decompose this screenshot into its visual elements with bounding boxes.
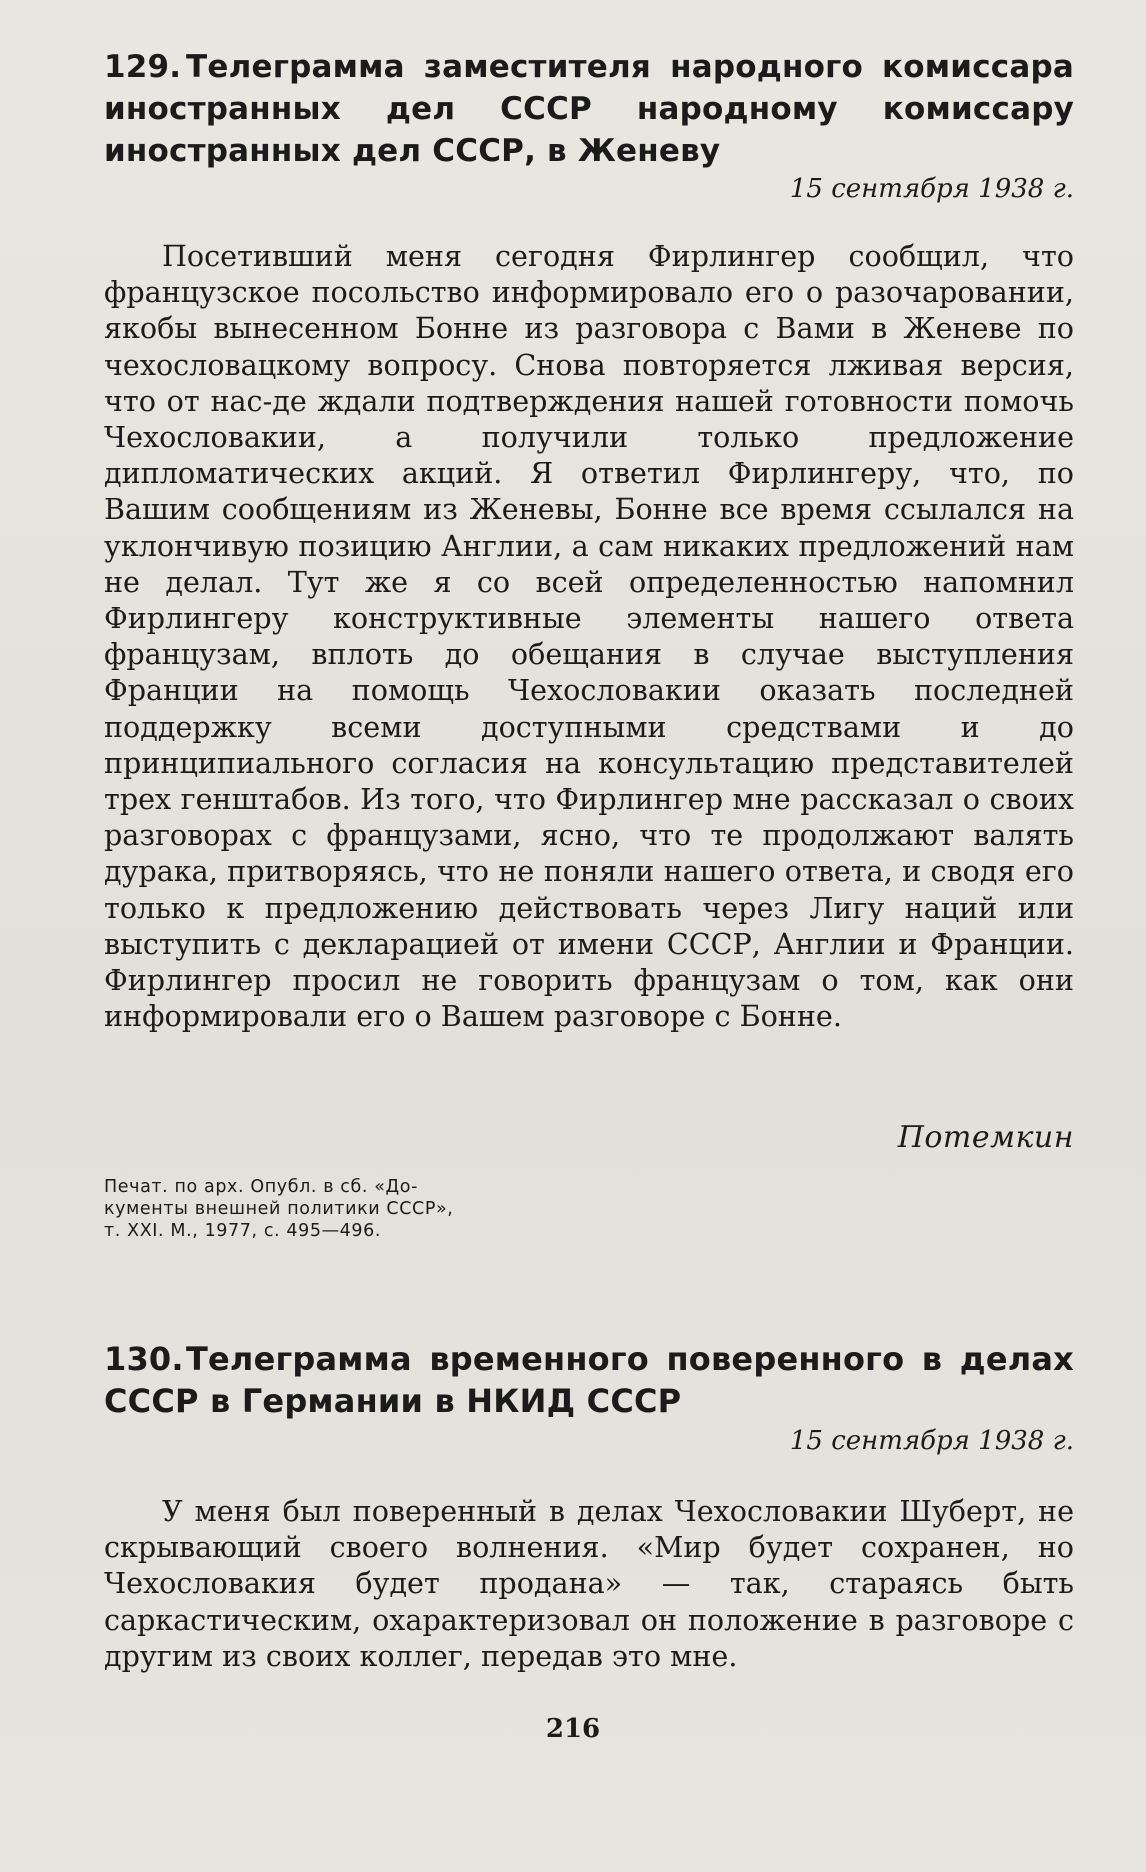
doc-129-signature: Потемкин: [897, 1120, 1074, 1155]
doc-130-heading: [104, 1338, 1074, 1422]
doc-130-paragraph: У меня был поверенный в делах Чехословакии Шуберт, не скрывающий своего волнения. «Мир будет сохранен, но Чехословакия будет продана» — так, стараясь быть саркастическим, охарактеризовал он положение в разговоре с другим из своих коллег, передав это мне.: [104, 1494, 1074, 1673]
doc-130-date: 15 сентября 1938 г.: [789, 1426, 1074, 1456]
doc-130-body: [104, 1493, 1074, 1674]
doc-130-number: 130.: [104, 1340, 184, 1378]
source-line: кументы внешней политики СССР»,: [104, 1199, 454, 1219]
source-line: Печат. по арх. Опубл. в сб. «До-: [104, 1177, 419, 1197]
doc-129-source-note: [104, 1176, 574, 1242]
doc-129-title: Телеграмма заместителя народного комиссара иностранных дел СССР народному комиссару иностранных дел СССР, в Женеву: [104, 49, 1074, 169]
doc-130-title: Телеграмма временного поверенного в делах СССР в Германии в НКИД СССР: [104, 1340, 1074, 1420]
doc-129-paragraph: Посетивший меня сегодня Фирлингер сообщил, что французское посольство информировало его о разочаровании, якобы вынесенном Бонне из разговора с Вами в Женеве по чехословацкому вопросу. Снова повторяется лживая версия, что от нас-де ждали подтверждения нашей готовности помочь Чехословакии, а получили только предложение дипломатических акций. Я ответил Фирлингеру, что, по Вашим сообщениям из Женевы, Бонне все время ссылался на уклончивую позицию Англии, а сам никаких предложений нам не делал. Тут же я со всей определенностью напомнил Фирлингеру конструктивные элементы нашего ответа французам, вплоть до обещания в случае выступления Франции на помощь Чехословакии оказать последней поддержку всеми доступными средствами и до принципиального согласия на консультацию представителей трех генштабов. Из того, что Фирлингер мне рассказал о своих разговорах с французами, ясно, что те продолжают валять дурака, притворяясь, что не поняли нашего ответа, и сводя его только к предложению действовать через Лигу наций или выступить с декларацией от имени СССР, Англии и Франции. Фирлингер просил не говорить французам о том, как они информировали его о Вашем разговоре с Бонне.: [104, 239, 1074, 1034]
source-line: т. XXI. М., 1977, с. 495—496.: [104, 1221, 382, 1241]
page-number: 216: [545, 1714, 601, 1744]
doc-129-heading: [104, 46, 1074, 172]
doc-129-number: 129.: [104, 49, 182, 85]
doc-129-body: [104, 238, 1074, 1034]
doc-129-date: 15 сентября 1938 г.: [789, 174, 1074, 204]
